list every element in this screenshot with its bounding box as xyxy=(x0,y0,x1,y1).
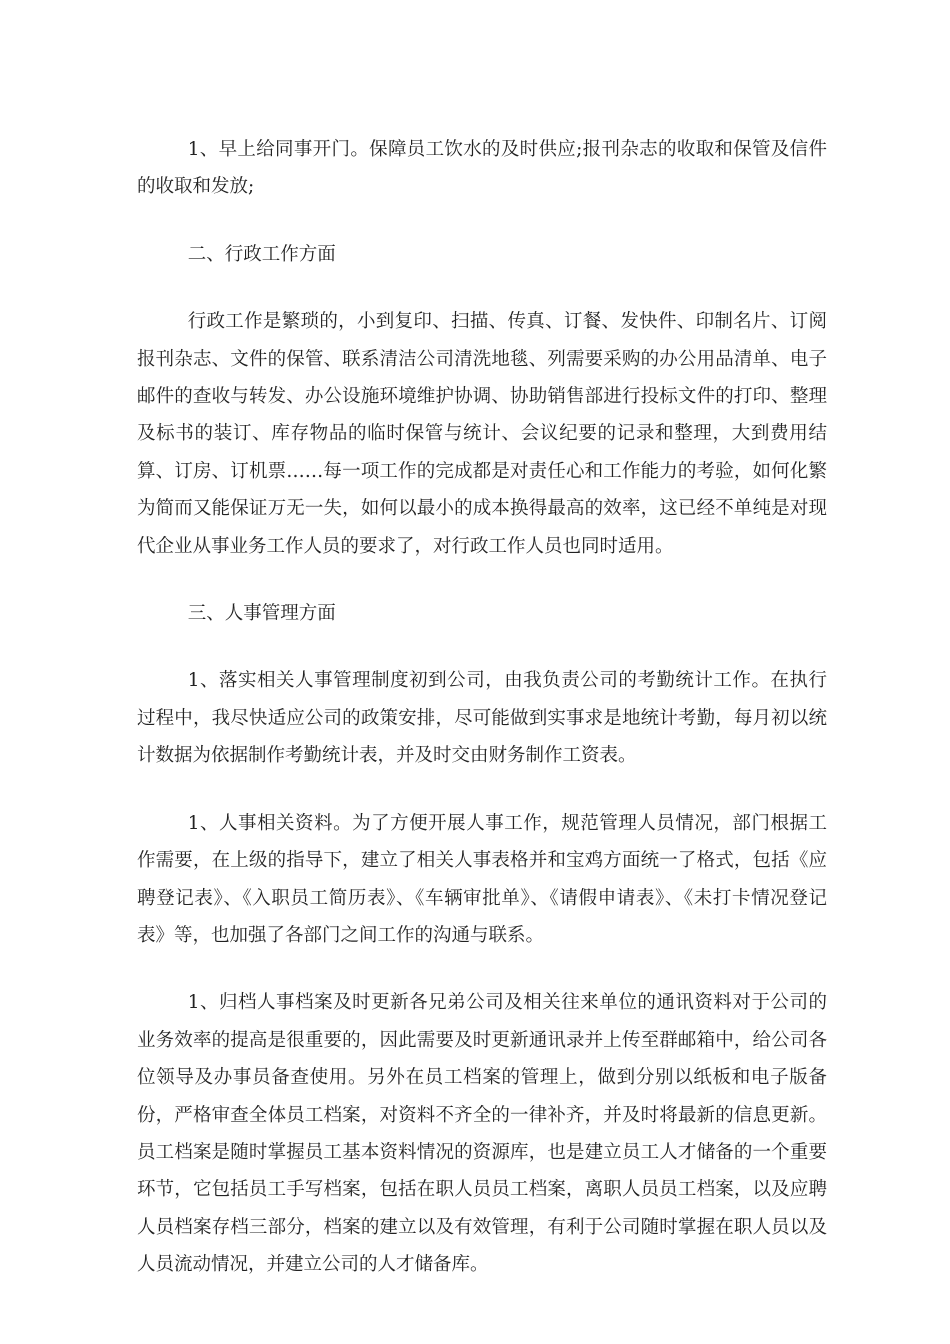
section-heading-personnel: 三、人事管理方面 xyxy=(187,603,336,625)
paragraph-daily-duties: 1、早上给同事开门。保障员工饮水的及时供应;报刊杂志的收取和保管及信件的收取和发放; xyxy=(137,139,827,198)
paragraph-attendance: 1、落实相关人事管理制度初到公司，由我负责公司的考勤统计工作。在执行过程中，我尽快适应公司的政策安排，尽可能做到实事求是地统计考勤，每月初以统计数据为依据制作考勤统计表，并及时交由财务制作工资表。 xyxy=(137,670,827,767)
paragraph-personnel-archives: 1、归档人事档案及时更新各兄弟公司及相关往来单位的通讯资料对于公司的业务效率的提高是很重要的，因此需要及时更新通讯录并上传至群邮箱中，给公司各位领导及办事员备查使用。另外在员工档案的管理上，做到分别以纸板和电子版备份，严格审查全体员工档案，对资料不齐全的一律补齐，并及时将最新的信息更新。员工档案是随时掌握员工基本资料情况的资源库，也是建立员工人才储备的一个重要环节，它包括员工手写档案，包括在职人员员工档案，离职人员员工档案，以及应聘人员档案存档三部分，档案的建立以及有效管理，有利于公司随时掌握在职人员以及人员流动情况，并建立公司的人才储备库。 xyxy=(137,992,827,1276)
paragraph-administration-work: 行政工作是繁琐的，小到复印、扫描、传真、订餐、发快件、印制名片、订阅报刊杂志、文件的保管、联系清洁公司清洗地毯、列需要采购的办公用品清单、电子邮件的查收与转发、办公设施环境维护协调、协助销售部进行投标文件的打印、整理及标书的装订、库存物品的临时保管与统计、会议纪要的记录和整理，大到费用结算、订房、订机票……每一项工作的完成都是对责任心和工作能力的考验，如何化繁为简而又能保证万无一失，如何以最小的成本换得最高的效率，这已经不单纯是对现代企业从事业务工作人员的要求了，对行政工作人员也同时适用。 xyxy=(137,311,827,557)
document-body xyxy=(137,131,827,1314)
paragraph-personnel-forms: 1、人事相关资料。为了方便开展人事工作，规范管理人员情况，部门根据工作需要，在上级的指导下，建立了相关人事表格并和宝鸡方面统一了格式，包括《应聘登记表》、《入职员工简历表》、《车辆审批单》、《请假申请表》、《未打卡情况登记表》等，也加强了各部门之间工作的沟通与联系。 xyxy=(137,812,827,946)
section-heading-administration: 二、行政工作方面 xyxy=(187,243,336,265)
